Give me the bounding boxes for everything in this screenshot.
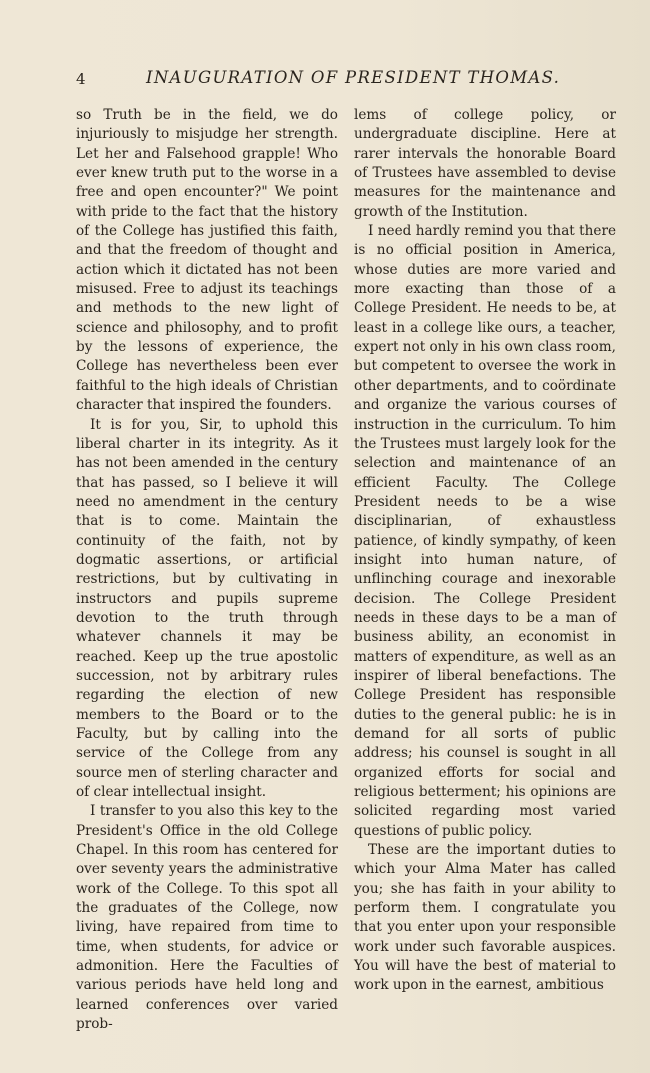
paragraph: lems of college policy, or undergraduate discipline. Here at rarer intervals the honorable Board of Trustees have assembled to devise measures for the maintenance and growth of the Institution. bbox=[354, 107, 616, 220]
running-head: INAUGURATION OF PRESIDENT THOMAS. bbox=[146, 68, 561, 87]
paragraph: These are the important duties to which your Alma Mater has called you; she has faith in your ability to perform them. I congratulate you that you enter upon your responsible work under such favorable auspices. You will have the best of material to work upon in the earnest, ambitious bbox=[354, 842, 616, 994]
paragraph: I need hardly remind you that there is no official position in America, whose duties are more varied and more exacting than those of a College President. He needs to be, at least in a college like ours, a teacher, expert not only in his own class room, but competent to oversee the work in other departments, and to coördinate and organize the various courses of instruction in the curriculum. To him the Trustees must largely look for the selection and maintenance of an efficient Faculty. The College President needs to be a wise disciplinarian, of exhaustless patience, of kindly sympathy, of keen insight into human nature, of unflinching courage and inexorable decision. The College President needs in these days to be a man of business ability, an economist in matters of expenditure, as well as an inspirer of liberal benefactions. The College President has responsible duties to the general public: he is in demand for all sorts of public address; his counsel is sought in all organized efforts for social and religious betterment; his opinions are solicited regarding most varied questions of public policy. bbox=[354, 223, 616, 839]
page-header bbox=[76, 70, 616, 94]
paragraph: I transfer to you also this key to the President's Office in the old College Chapel. In this room has centered for over seventy years the administrative work of the College. To this spot all the graduates of the College, now living, have repaired from time to time, when students, for advice or admonition. Here the Faculties of various periods have held long and learned conferences over varied prob- bbox=[76, 803, 338, 1033]
right-column bbox=[354, 106, 616, 996]
page-number: 4 bbox=[76, 70, 86, 88]
paragraph: so Truth be in the field, we do injuriously to misjudge her strength. Let her and Falsehood grapple! Who ever knew truth put to the worse in a free and open encounter?" We point with pride to the fact that the history of the College has justified this faith, and that the freedom of thought and action which it dictated has not been misused. Free to adjust its teachings and methods to the new light of science and philosophy, and to profit by the lessons of experience, the College has nevertheless been ever faithful to the high ideals of Christian character that inspired the founders. bbox=[76, 107, 338, 414]
left-column bbox=[76, 106, 338, 1035]
paragraph: It is for you, Sir, to uphold this liberal charter in its integrity. As it has not been amended in the century that has passed, so I believe it will need no amendment in the century that is to come. Maintain the continuity of the faith, not by dogmatic assertions, or artificial restrictions, but by cultivating in instructors and pupils supreme devotion to the truth through whatever channels it may be reached. Keep up the true apostolic succession, not by arbitrary rules regarding the election of new members to the Board or to the Faculty, but by calling into the service of the College from any source men of sterling character and of clear intellectual insight. bbox=[76, 416, 338, 801]
